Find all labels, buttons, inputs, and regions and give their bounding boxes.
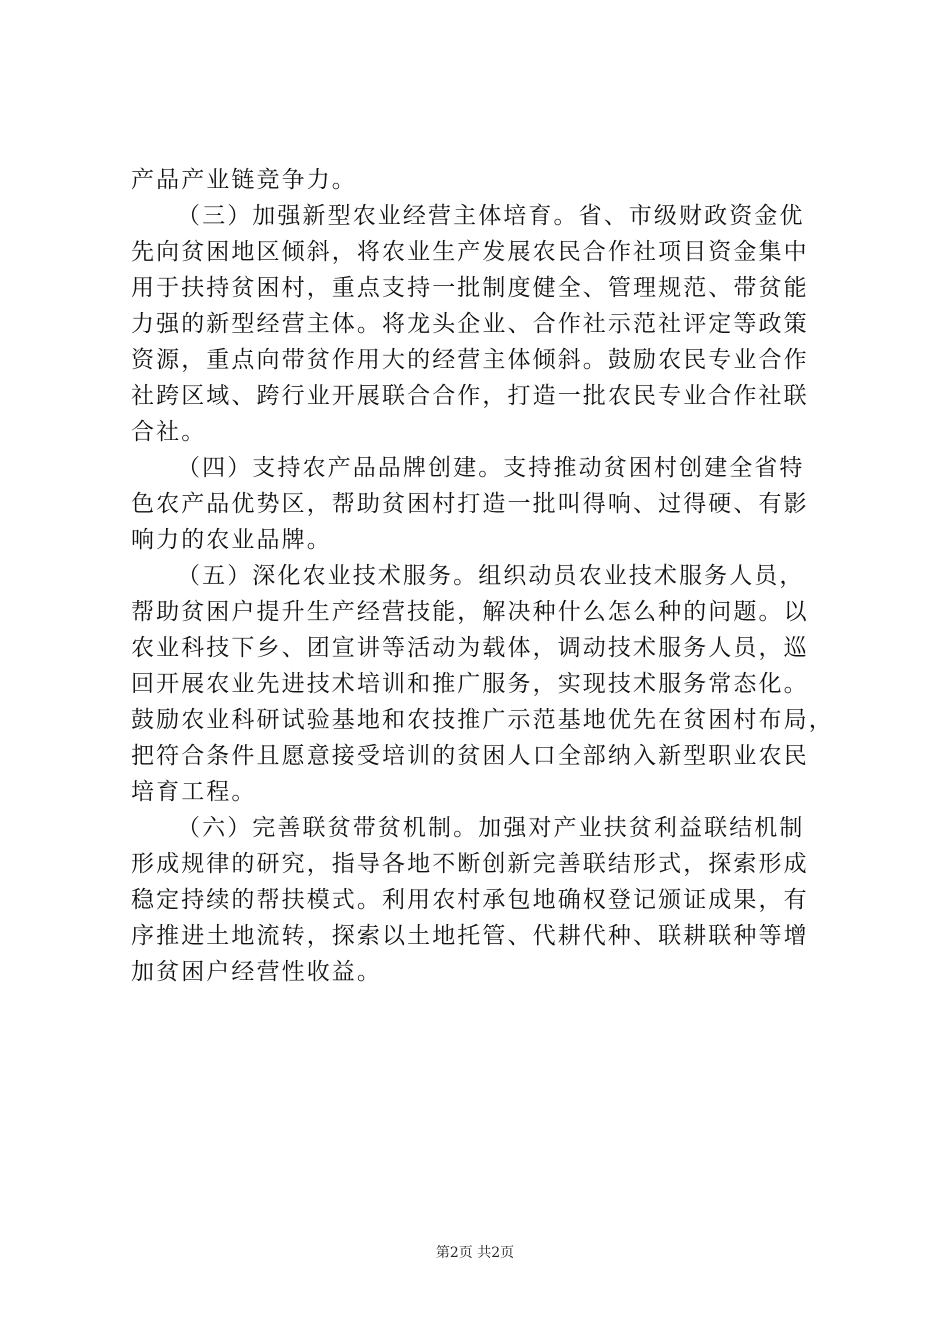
section-6-heading-line: （六）完善联贫带贫机制。加强对产业扶贫利益联结机制: [177, 815, 805, 841]
text-line: 色农产品优势区，帮助贫困村打造一批叫得响、过得硬、有影: [131, 491, 809, 517]
text-line: 稳定持续的帮扶模式。利用农村承包地确权登记颁证成果，有: [131, 887, 809, 913]
text-line: 合社。: [131, 419, 207, 445]
text-line: 鼓励农业科研试验基地和农技推广示范基地优先在贫困村布局，: [131, 707, 834, 733]
text-line: 形成规律的研究，指导各地不断创新完善联结形式，探索形成: [131, 851, 809, 877]
text-line: 力强的新型经营主体。将龙头企业、合作社示范社评定等政策: [131, 311, 809, 337]
page-number-footer: 第2页 共2页: [435, 1245, 515, 1261]
section-4-heading-line: （四）支持农产品品牌创建。支持推动贫困村创建全省特: [177, 455, 805, 481]
section-3-heading-line: （三）加强新型农业经营主体培育。省、市级财政资金优: [177, 203, 805, 229]
text-line: 加贫困户经营性收益。: [131, 959, 382, 985]
body-text: [131, 162, 834, 990]
text-line: 资源，重点向带贫作用大的经营主体倾斜。鼓励农民专业合作: [131, 347, 809, 373]
text-line: 帮助贫困户提升生产经营技能，解决种什么怎么种的问题。以: [131, 599, 809, 625]
text-line: 培育工程。: [131, 779, 257, 805]
text-line: 先向贫困地区倾斜，将农业生产发展农民合作社项目资金集中: [131, 239, 809, 265]
text-line: 产品产业链竞争力。: [131, 167, 357, 193]
text-line: 序推进土地流转，探索以土地托管、代耕代种、联耕联种等增: [131, 923, 809, 949]
text-line: 农业科技下乡、团宣讲等活动为载体，调动技术服务人员，巡: [131, 635, 809, 661]
text-line: 响力的农业品牌。: [131, 527, 332, 553]
text-line: 把符合条件且愿意接受培训的贫困人口全部纳入新型职业农民: [131, 743, 809, 769]
section-5-heading-line: （五）深化农业技术服务。组织动员农业技术服务人员，: [177, 563, 805, 589]
text-line: 用于扶持贫困村，重点支持一批制度健全、管理规范、带贫能: [131, 275, 809, 301]
text-line: 回开展农业先进技术培训和推广服务，实现技术服务常态化。: [131, 671, 809, 697]
text-line: 社跨区域、跨行业开展联合合作，打造一批农民专业合作社联: [131, 383, 809, 409]
